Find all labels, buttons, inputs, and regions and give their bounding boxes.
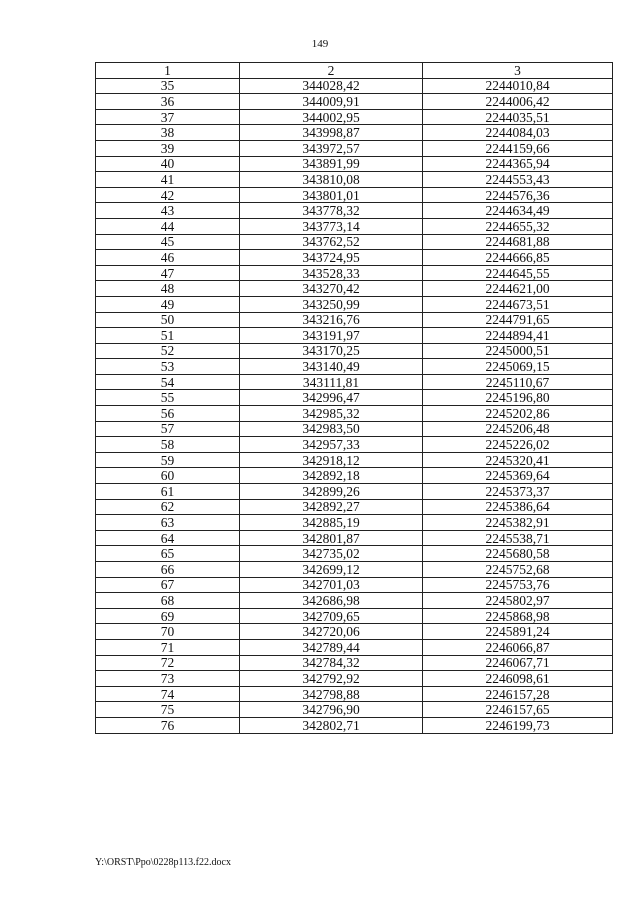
table-row (96, 374, 613, 390)
table-row (96, 218, 613, 234)
cell-y-coordinate: 2245752,68 (423, 562, 613, 578)
cell-point-number: 38 (96, 125, 240, 141)
cell-y-coordinate: 2244681,88 (423, 234, 613, 250)
cell-x-coordinate: 342686,98 (240, 593, 423, 609)
cell-point-number: 35 (96, 78, 240, 94)
table-row (96, 125, 613, 141)
table-row (96, 577, 613, 593)
cell-point-number: 36 (96, 94, 240, 110)
cell-point-number: 45 (96, 234, 240, 250)
cell-x-coordinate: 342784,32 (240, 655, 423, 671)
table-row (96, 546, 613, 562)
table-row (96, 639, 613, 655)
cell-x-coordinate: 344028,42 (240, 78, 423, 94)
cell-point-number: 75 (96, 702, 240, 718)
cell-y-coordinate: 2244645,55 (423, 265, 613, 281)
cell-x-coordinate: 343270,42 (240, 281, 423, 297)
cell-x-coordinate: 343724,95 (240, 250, 423, 266)
cell-point-number: 54 (96, 374, 240, 390)
cell-point-number: 62 (96, 499, 240, 515)
cell-x-coordinate: 342801,87 (240, 530, 423, 546)
table-row (96, 686, 613, 702)
cell-point-number: 48 (96, 281, 240, 297)
table-row (96, 187, 613, 203)
cell-point-number: 70 (96, 624, 240, 640)
cell-x-coordinate: 342985,32 (240, 406, 423, 422)
cell-y-coordinate: 2246066,87 (423, 639, 613, 655)
cell-x-coordinate: 343170,25 (240, 343, 423, 359)
table-row (96, 172, 613, 188)
table-row (96, 484, 613, 500)
cell-y-coordinate: 2245196,80 (423, 390, 613, 406)
cell-point-number: 63 (96, 515, 240, 531)
cell-x-coordinate: 342789,44 (240, 639, 423, 655)
cell-point-number: 59 (96, 452, 240, 468)
cell-point-number: 42 (96, 187, 240, 203)
cell-x-coordinate: 343250,99 (240, 296, 423, 312)
table-row (96, 343, 613, 359)
cell-x-coordinate: 342720,06 (240, 624, 423, 640)
table-row (96, 390, 613, 406)
cell-x-coordinate: 343778,32 (240, 203, 423, 219)
cell-x-coordinate: 343891,99 (240, 156, 423, 172)
cell-x-coordinate: 342802,71 (240, 717, 423, 733)
cell-x-coordinate: 342709,65 (240, 608, 423, 624)
cell-x-coordinate: 342918,12 (240, 452, 423, 468)
table-row (96, 281, 613, 297)
cell-point-number: 37 (96, 109, 240, 125)
cell-y-coordinate: 2245000,51 (423, 343, 613, 359)
cell-x-coordinate: 344002,95 (240, 109, 423, 125)
page-number: 149 (311, 38, 329, 50)
cell-point-number: 68 (96, 593, 240, 609)
table-row (96, 296, 613, 312)
table-row (96, 406, 613, 422)
cell-point-number: 40 (96, 156, 240, 172)
cell-y-coordinate: 2245382,91 (423, 515, 613, 531)
cell-y-coordinate: 2244634,49 (423, 203, 613, 219)
cell-point-number: 65 (96, 546, 240, 562)
cell-point-number: 66 (96, 562, 240, 578)
cell-y-coordinate: 2245891,24 (423, 624, 613, 640)
cell-point-number: 41 (96, 172, 240, 188)
cell-point-number: 47 (96, 265, 240, 281)
cell-point-number: 55 (96, 390, 240, 406)
cell-x-coordinate: 344009,91 (240, 94, 423, 110)
cell-x-coordinate: 342701,03 (240, 577, 423, 593)
table-row (96, 421, 613, 437)
cell-x-coordinate: 342899,26 (240, 484, 423, 500)
cell-x-coordinate: 343762,52 (240, 234, 423, 250)
table-row (96, 156, 613, 172)
cell-x-coordinate: 342892,18 (240, 468, 423, 484)
table-row (96, 468, 613, 484)
table-row (96, 78, 613, 94)
cell-y-coordinate: 2244621,00 (423, 281, 613, 297)
cell-point-number: 67 (96, 577, 240, 593)
cell-point-number: 50 (96, 312, 240, 328)
table-row (96, 562, 613, 578)
table-row (96, 437, 613, 453)
cell-point-number: 61 (96, 484, 240, 500)
cell-y-coordinate: 2244084,03 (423, 125, 613, 141)
cell-x-coordinate: 342983,50 (240, 421, 423, 437)
footer-file-path: Y:\ORST\Ppo\0228p113.f22.docx (95, 857, 231, 868)
table-row (96, 717, 613, 733)
cell-x-coordinate: 342735,02 (240, 546, 423, 562)
cell-x-coordinate: 343140,49 (240, 359, 423, 375)
table-row (96, 140, 613, 156)
table-row (96, 234, 613, 250)
table-body (96, 78, 613, 733)
table-row (96, 109, 613, 125)
cell-y-coordinate: 2244673,51 (423, 296, 613, 312)
cell-y-coordinate: 2244035,51 (423, 109, 613, 125)
cell-y-coordinate: 2245538,71 (423, 530, 613, 546)
cell-point-number: 72 (96, 655, 240, 671)
column-header-y-coordinate: 3 (423, 63, 613, 79)
column-header-point-number: 1 (96, 63, 240, 79)
table-row (96, 328, 613, 344)
cell-y-coordinate: 2245386,64 (423, 499, 613, 515)
cell-y-coordinate: 2245369,64 (423, 468, 613, 484)
table-row (96, 250, 613, 266)
cell-x-coordinate: 342892,27 (240, 499, 423, 515)
cell-point-number: 58 (96, 437, 240, 453)
coordinates-table (95, 62, 613, 734)
cell-y-coordinate: 2245206,48 (423, 421, 613, 437)
cell-point-number: 69 (96, 608, 240, 624)
cell-y-coordinate: 2244010,84 (423, 78, 613, 94)
table-row (96, 452, 613, 468)
cell-y-coordinate: 2244666,85 (423, 250, 613, 266)
cell-point-number: 60 (96, 468, 240, 484)
cell-point-number: 64 (96, 530, 240, 546)
table-row (96, 265, 613, 281)
table-row (96, 624, 613, 640)
cell-y-coordinate: 2245868,98 (423, 608, 613, 624)
column-header-x-coordinate: 2 (240, 63, 423, 79)
table-row (96, 94, 613, 110)
table-row (96, 499, 613, 515)
table-row (96, 530, 613, 546)
cell-y-coordinate: 2245110,67 (423, 374, 613, 390)
table-row (96, 702, 613, 718)
table-row (96, 312, 613, 328)
cell-x-coordinate: 343801,01 (240, 187, 423, 203)
cell-x-coordinate: 342798,88 (240, 686, 423, 702)
cell-point-number: 43 (96, 203, 240, 219)
cell-y-coordinate: 2246199,73 (423, 717, 613, 733)
cell-point-number: 71 (96, 639, 240, 655)
cell-x-coordinate: 343810,08 (240, 172, 423, 188)
cell-x-coordinate: 342699,12 (240, 562, 423, 578)
cell-y-coordinate: 2245069,15 (423, 359, 613, 375)
cell-y-coordinate: 2245802,97 (423, 593, 613, 609)
cell-point-number: 51 (96, 328, 240, 344)
cell-y-coordinate: 2245320,41 (423, 452, 613, 468)
cell-x-coordinate: 343972,57 (240, 140, 423, 156)
cell-y-coordinate: 2244365,94 (423, 156, 613, 172)
table-row (96, 203, 613, 219)
cell-point-number: 49 (96, 296, 240, 312)
cell-point-number: 44 (96, 218, 240, 234)
cell-y-coordinate: 2245373,37 (423, 484, 613, 500)
cell-x-coordinate: 343111,81 (240, 374, 423, 390)
cell-point-number: 52 (96, 343, 240, 359)
table-row (96, 359, 613, 375)
cell-point-number: 53 (96, 359, 240, 375)
cell-x-coordinate: 343998,87 (240, 125, 423, 141)
cell-x-coordinate: 342796,90 (240, 702, 423, 718)
cell-x-coordinate: 343773,14 (240, 218, 423, 234)
cell-y-coordinate: 2244576,36 (423, 187, 613, 203)
cell-y-coordinate: 2245680,58 (423, 546, 613, 562)
cell-y-coordinate: 2244894,41 (423, 328, 613, 344)
cell-x-coordinate: 342792,92 (240, 671, 423, 687)
cell-y-coordinate: 2246098,61 (423, 671, 613, 687)
cell-point-number: 39 (96, 140, 240, 156)
cell-point-number: 57 (96, 421, 240, 437)
cell-y-coordinate: 2246067,71 (423, 655, 613, 671)
cell-x-coordinate: 342996,47 (240, 390, 423, 406)
table-row (96, 593, 613, 609)
cell-y-coordinate: 2245226,02 (423, 437, 613, 453)
cell-y-coordinate: 2244006,42 (423, 94, 613, 110)
cell-x-coordinate: 343528,33 (240, 265, 423, 281)
cell-x-coordinate: 342885,19 (240, 515, 423, 531)
cell-y-coordinate: 2246157,28 (423, 686, 613, 702)
table-header (96, 63, 613, 79)
table-row (96, 655, 613, 671)
cell-point-number: 73 (96, 671, 240, 687)
cell-point-number: 46 (96, 250, 240, 266)
table-row (96, 515, 613, 531)
cell-point-number: 56 (96, 406, 240, 422)
cell-y-coordinate: 2245753,76 (423, 577, 613, 593)
cell-y-coordinate: 2244655,32 (423, 218, 613, 234)
table-header-row (96, 63, 613, 79)
table-row (96, 608, 613, 624)
cell-point-number: 76 (96, 717, 240, 733)
cell-x-coordinate: 342957,33 (240, 437, 423, 453)
table-row (96, 671, 613, 687)
cell-y-coordinate: 2244553,43 (423, 172, 613, 188)
cell-y-coordinate: 2246157,65 (423, 702, 613, 718)
cell-y-coordinate: 2245202,86 (423, 406, 613, 422)
cell-y-coordinate: 2244791,65 (423, 312, 613, 328)
cell-point-number: 74 (96, 686, 240, 702)
cell-y-coordinate: 2244159,66 (423, 140, 613, 156)
cell-x-coordinate: 343191,97 (240, 328, 423, 344)
cell-x-coordinate: 343216,76 (240, 312, 423, 328)
